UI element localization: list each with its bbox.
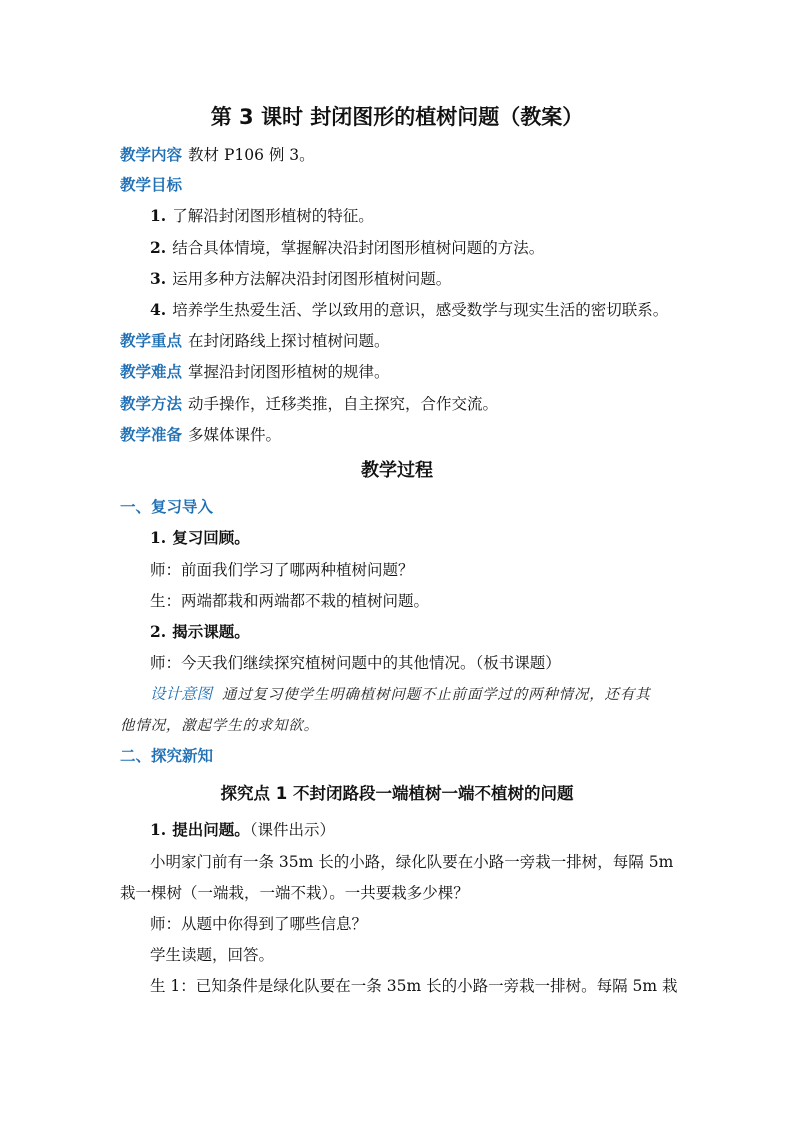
dialog-line: 生：两端都栽和两端都不栽的植树问题。 xyxy=(150,592,430,610)
info-label: 教学难点 xyxy=(120,363,183,381)
goal-item xyxy=(150,206,678,226)
design-intent-label: 设计意图 xyxy=(150,685,213,703)
info-label: 教学内容 xyxy=(120,146,183,164)
step-number: 1. xyxy=(150,820,167,839)
page-title: 第 3 课时 封闭图形的植树问题（教案） xyxy=(210,105,584,129)
section-heading xyxy=(120,497,678,517)
info-label: 教学重点 xyxy=(120,332,183,350)
process-title: 教学过程 xyxy=(361,460,433,481)
info-text: 在封闭路线上探讨植树问题。 xyxy=(188,332,390,350)
problem-line: 栽一棵树（一端栽，一端不栽）。一共要栽多少棵？ xyxy=(120,884,469,902)
info-text: 多媒体课件。 xyxy=(188,426,282,444)
section-title: 二、探究新知 xyxy=(120,747,214,765)
info-method xyxy=(120,394,678,414)
design-intent-text: 通过复习使学生明确植树问题不止前面学过的两种情况，还有其 xyxy=(222,687,651,703)
step-text: 提出问题。 xyxy=(172,821,250,839)
info-teaching-goals xyxy=(120,175,678,195)
info-preparation xyxy=(120,425,678,445)
step-number: 1. xyxy=(150,528,167,547)
goal-number: 3. xyxy=(150,269,167,288)
design-intent xyxy=(150,684,678,705)
goal-number: 4. xyxy=(150,300,167,319)
design-intent-continued xyxy=(120,715,678,736)
step-note: （课件出示） xyxy=(249,821,335,839)
dialog-line: 学生读题，回答。 xyxy=(150,946,275,964)
goal-number: 1. xyxy=(150,206,167,225)
goal-text: 了解沿封闭图形植树的特征。 xyxy=(172,207,374,225)
info-label: 教学方法 xyxy=(120,395,183,413)
info-text: 教材 P106 例 3。 xyxy=(188,146,315,164)
step-item xyxy=(150,622,678,642)
goal-text: 运用多种方法解决沿封闭图形植树问题。 xyxy=(172,270,452,288)
section-heading xyxy=(120,746,678,766)
step-item xyxy=(150,820,678,840)
inquiry-point-title: 探究点 1 不封闭路段一端植树一端不植树的问题 xyxy=(220,784,574,803)
step-text: 复习回顾。 xyxy=(172,529,250,547)
goal-text: 培养学生热爱生活、学以致用的意识，感受数学与现实生活的密切联系。 xyxy=(172,301,669,319)
dialog-line: 生 1：已知条件是绿化队要在一条 35m 长的小路一旁栽一排树。每隔 5m 栽 xyxy=(150,977,678,995)
info-text: 动手操作，迁移类推，自主探究，合作交流。 xyxy=(188,395,499,413)
goal-text: 结合具体情境，掌握解决沿封闭图形植树问题的方法。 xyxy=(172,239,545,257)
section-title: 一、复习导入 xyxy=(120,498,214,516)
info-key-point xyxy=(120,331,678,351)
problem-line: 小明家门前有一条 35m 长的小路，绿化队要在小路一旁栽一排树，每隔 5m xyxy=(150,853,674,871)
dialog-line: 师：从题中你得到了哪些信息？ xyxy=(150,915,368,933)
info-text: 掌握沿封闭图形植树的规律。 xyxy=(188,363,390,381)
dialog-line: 师：今天我们继续探究植树问题中的其他情况。（板书课题） xyxy=(150,654,561,672)
goal-item xyxy=(150,238,678,258)
info-label: 教学目标 xyxy=(120,176,183,194)
dialog-line: 师：前面我们学习了哪两种植树问题？ xyxy=(150,561,414,579)
step-item xyxy=(150,528,678,548)
goal-item xyxy=(150,269,678,289)
goal-number: 2. xyxy=(150,238,167,257)
info-difficulty xyxy=(120,362,678,382)
info-label: 教学准备 xyxy=(120,426,183,444)
info-teaching-content xyxy=(120,145,678,165)
step-number: 2. xyxy=(150,622,167,641)
goal-item xyxy=(150,300,678,320)
step-text: 揭示课题。 xyxy=(172,623,250,641)
design-intent-text: 他情况，激起学生的求知欲。 xyxy=(120,718,319,734)
